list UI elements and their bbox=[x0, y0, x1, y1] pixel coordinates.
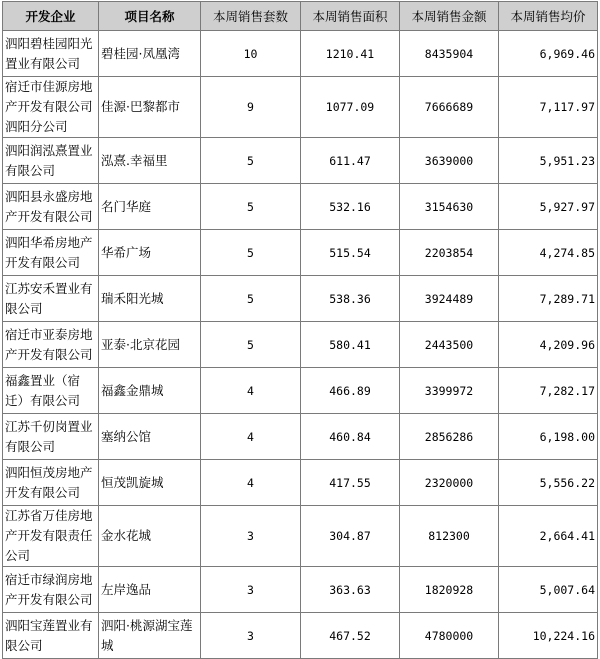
cell-project: 碧桂园·凤凰湾 bbox=[99, 31, 201, 77]
cell-amount: 1820928 bbox=[400, 567, 499, 613]
cell-amount: 2203854 bbox=[400, 230, 499, 276]
cell-project: 塞纳公馆 bbox=[99, 414, 201, 460]
cell-amount: 3924489 bbox=[400, 276, 499, 322]
table-row bbox=[3, 230, 598, 276]
cell-developer: 泗阳碧桂园阳光置业有限公司 bbox=[3, 31, 99, 77]
cell-avg-price: 2,664.41 bbox=[499, 506, 598, 567]
cell-developer: 泗阳恒茂房地产开发有限公司 bbox=[3, 460, 99, 506]
cell-avg-price: 5,927.97 bbox=[499, 184, 598, 230]
cell-developer: 泗阳宝莲置业有限公司 bbox=[3, 613, 99, 659]
table-row bbox=[3, 276, 598, 322]
cell-avg-price: 5,556.22 bbox=[499, 460, 598, 506]
table-row bbox=[3, 77, 598, 138]
cell-units: 5 bbox=[201, 138, 301, 184]
header-avg-price: 本周销售均价 bbox=[499, 2, 598, 31]
table-row bbox=[3, 460, 598, 506]
cell-area: 532.16 bbox=[301, 184, 400, 230]
table-row bbox=[3, 613, 598, 659]
cell-project: 金水花城 bbox=[99, 506, 201, 567]
header-project: 项目名称 bbox=[99, 2, 201, 31]
table-row bbox=[3, 138, 598, 184]
cell-project: 泓熹.幸福里 bbox=[99, 138, 201, 184]
cell-avg-price: 6,969.46 bbox=[499, 31, 598, 77]
header-developer: 开发企业 bbox=[3, 2, 99, 31]
cell-amount: 4780000 bbox=[400, 613, 499, 659]
cell-units: 5 bbox=[201, 184, 301, 230]
cell-avg-price: 5,007.64 bbox=[499, 567, 598, 613]
cell-project: 名门华庭 bbox=[99, 184, 201, 230]
cell-area: 1077.09 bbox=[301, 77, 400, 138]
cell-project: 泗阳·桃源湖宝莲城 bbox=[99, 613, 201, 659]
cell-area: 1210.41 bbox=[301, 31, 400, 77]
cell-project: 福鑫金鼎城 bbox=[99, 368, 201, 414]
table-row bbox=[3, 184, 598, 230]
header-row bbox=[3, 2, 598, 31]
cell-area: 611.47 bbox=[301, 138, 400, 184]
cell-amount: 3639000 bbox=[400, 138, 499, 184]
table-header bbox=[3, 2, 598, 31]
cell-area: 363.63 bbox=[301, 567, 400, 613]
cell-amount: 2320000 bbox=[400, 460, 499, 506]
cell-area: 304.87 bbox=[301, 506, 400, 567]
cell-units: 3 bbox=[201, 567, 301, 613]
cell-project: 恒茂凯旋城 bbox=[99, 460, 201, 506]
cell-avg-price: 7,289.71 bbox=[499, 276, 598, 322]
table-row bbox=[3, 31, 598, 77]
cell-units: 10 bbox=[201, 31, 301, 77]
cell-developer: 泗阳县永盛房地产开发有限公司 bbox=[3, 184, 99, 230]
cell-project: 左岸逸品 bbox=[99, 567, 201, 613]
cell-area: 460.84 bbox=[301, 414, 400, 460]
weekly-sales-table bbox=[2, 1, 598, 659]
cell-area: 515.54 bbox=[301, 230, 400, 276]
cell-developer: 宿迁市亚泰房地产开发有限公司 bbox=[3, 322, 99, 368]
header-amount: 本周销售金额 bbox=[400, 2, 499, 31]
cell-area: 538.36 bbox=[301, 276, 400, 322]
cell-amount: 7666689 bbox=[400, 77, 499, 138]
cell-developer: 泗阳润泓熹置业有限公司 bbox=[3, 138, 99, 184]
cell-avg-price: 10,224.16 bbox=[499, 613, 598, 659]
cell-units: 5 bbox=[201, 276, 301, 322]
cell-avg-price: 4,274.85 bbox=[499, 230, 598, 276]
cell-project: 亚泰·北京花园 bbox=[99, 322, 201, 368]
cell-project: 瑞禾阳光城 bbox=[99, 276, 201, 322]
cell-units: 4 bbox=[201, 460, 301, 506]
cell-developer: 泗阳华希房地产开发有限公司 bbox=[3, 230, 99, 276]
cell-developer: 宿迁市佳源房地产开发有限公司泗阳分公司 bbox=[3, 77, 99, 138]
table-row bbox=[3, 368, 598, 414]
cell-project: 佳源·巴黎都市 bbox=[99, 77, 201, 138]
cell-area: 467.52 bbox=[301, 613, 400, 659]
cell-amount: 3154630 bbox=[400, 184, 499, 230]
cell-amount: 8435904 bbox=[400, 31, 499, 77]
cell-amount: 812300 bbox=[400, 506, 499, 567]
table-row bbox=[3, 414, 598, 460]
cell-amount: 2443500 bbox=[400, 322, 499, 368]
header-area: 本周销售面积 bbox=[301, 2, 400, 31]
cell-avg-price: 4,209.96 bbox=[499, 322, 598, 368]
cell-units: 9 bbox=[201, 77, 301, 138]
cell-developer: 宿迁市绿润房地产开发有限公司 bbox=[3, 567, 99, 613]
cell-avg-price: 5,951.23 bbox=[499, 138, 598, 184]
table-row bbox=[3, 506, 598, 567]
table-row bbox=[3, 567, 598, 613]
cell-project: 华希广场 bbox=[99, 230, 201, 276]
header-units: 本周销售套数 bbox=[201, 2, 301, 31]
cell-developer: 福鑫置业（宿迁）有限公司 bbox=[3, 368, 99, 414]
cell-avg-price: 6,198.00 bbox=[499, 414, 598, 460]
cell-developer: 江苏千仞岗置业有限公司 bbox=[3, 414, 99, 460]
cell-area: 466.89 bbox=[301, 368, 400, 414]
table-row bbox=[3, 322, 598, 368]
cell-avg-price: 7,117.97 bbox=[499, 77, 598, 138]
cell-units: 4 bbox=[201, 368, 301, 414]
table-body bbox=[3, 31, 598, 659]
cell-amount: 2856286 bbox=[400, 414, 499, 460]
cell-developer: 江苏安禾置业有限公司 bbox=[3, 276, 99, 322]
cell-units: 3 bbox=[201, 506, 301, 567]
cell-units: 4 bbox=[201, 414, 301, 460]
cell-units: 5 bbox=[201, 230, 301, 276]
cell-area: 417.55 bbox=[301, 460, 400, 506]
cell-units: 5 bbox=[201, 322, 301, 368]
cell-developer: 江苏省万佳房地产开发有限责任公司 bbox=[3, 506, 99, 567]
cell-avg-price: 7,282.17 bbox=[499, 368, 598, 414]
cell-area: 580.41 bbox=[301, 322, 400, 368]
cell-amount: 3399972 bbox=[400, 368, 499, 414]
cell-units: 3 bbox=[201, 613, 301, 659]
